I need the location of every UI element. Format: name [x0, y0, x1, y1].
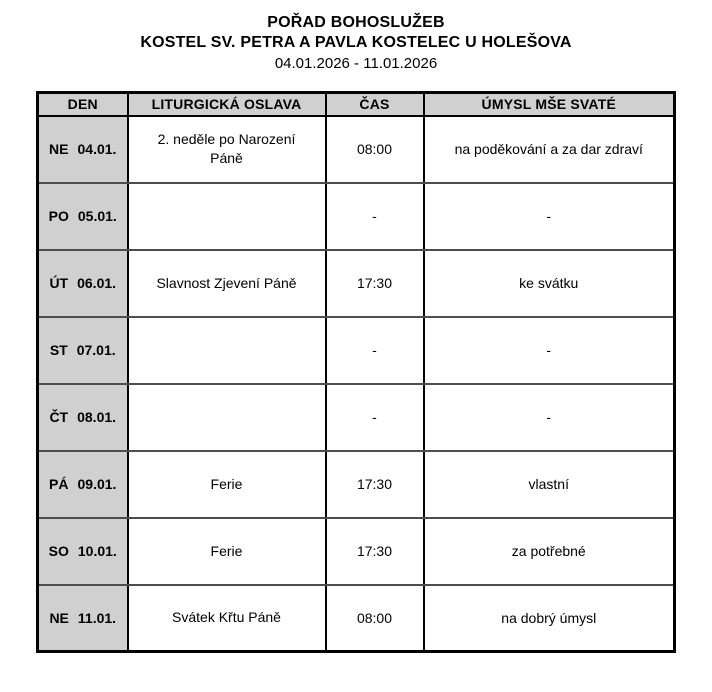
table-row — [38, 183, 675, 250]
column-header-cas: ČAS — [326, 93, 424, 116]
time-cell: 08:00 — [326, 585, 424, 652]
document-header — [0, 0, 712, 74]
celebration-cell — [128, 317, 326, 384]
time-cell: 08:00 — [326, 116, 424, 183]
column-header-liturgicka-oslava: LITURGICKÁ OSLAVA — [128, 93, 326, 116]
day-cell — [38, 518, 128, 585]
day-cell — [38, 451, 128, 518]
day-cell — [38, 317, 128, 384]
day-date: 04.01. — [77, 141, 117, 157]
celebration-cell — [128, 183, 326, 250]
day-abbr: NE — [49, 609, 69, 626]
day-cell — [38, 384, 128, 451]
intention-cell: na dobrý úmysl — [424, 585, 675, 652]
day-cell — [38, 250, 128, 317]
day-cell — [38, 585, 128, 652]
day-abbr: NE — [49, 141, 69, 157]
day-abbr: PÁ — [49, 476, 69, 492]
table-row — [38, 116, 675, 183]
date-range: 04.01.2026 - 11.01.2026 — [274, 55, 438, 72]
page-subtitle: KOSTEL SV. PETRA A PAVLA KOSTELEC U HOLEŠOVA — [140, 34, 572, 51]
celebration-cell: Ferie — [128, 518, 326, 585]
day-date: 08.01. — [77, 409, 117, 425]
column-header-den: DEN — [38, 93, 128, 116]
table-row — [38, 451, 675, 518]
celebration-cell: 2. neděle po Narození Páně — [128, 116, 326, 183]
table-row — [38, 518, 675, 585]
schedule-table — [36, 91, 676, 653]
intention-cell: vlastní — [424, 451, 675, 518]
table-header-row — [38, 93, 675, 116]
day-abbr: ÚT — [49, 275, 69, 291]
time-cell: - — [326, 384, 424, 451]
time-cell: 17:30 — [326, 518, 424, 585]
intention-cell: na poděkování a za dar zdraví — [424, 116, 675, 183]
table-row — [38, 317, 675, 384]
day-date: 11.01. — [77, 609, 117, 626]
day-abbr: SO — [48, 543, 69, 559]
day-date: 05.01. — [77, 208, 117, 224]
day-date: 07.01. — [76, 342, 116, 358]
table-row — [38, 250, 675, 317]
day-abbr: PO — [48, 208, 69, 224]
table-row — [38, 384, 675, 451]
intention-cell: - — [424, 317, 675, 384]
day-date: 06.01. — [77, 275, 117, 291]
intention-cell: ke svátku — [424, 250, 675, 317]
celebration-cell: Svátek Křtu Páně — [128, 585, 326, 652]
intention-cell: - — [424, 183, 675, 250]
intention-cell: - — [424, 384, 675, 451]
time-cell: - — [326, 317, 424, 384]
day-abbr: ST — [49, 342, 68, 358]
day-date: 09.01. — [77, 476, 117, 492]
day-cell — [38, 116, 128, 183]
day-cell — [38, 183, 128, 250]
day-abbr: ČT — [49, 409, 69, 425]
column-header-umysl-mse-svate: ÚMYSL MŠE SVATÉ — [424, 93, 675, 116]
day-date: 10.01. — [77, 543, 117, 559]
time-cell: 17:30 — [326, 451, 424, 518]
celebration-cell — [128, 384, 326, 451]
celebration-cell: Slavnost Zjevení Páně — [128, 250, 326, 317]
celebration-cell: Ferie — [128, 451, 326, 518]
table-row — [38, 585, 675, 652]
time-cell: 17:30 — [326, 250, 424, 317]
intention-cell: za potřebné — [424, 518, 675, 585]
time-cell: - — [326, 183, 424, 250]
page-title: POŘAD BOHOSLUŽEB — [267, 14, 445, 31]
